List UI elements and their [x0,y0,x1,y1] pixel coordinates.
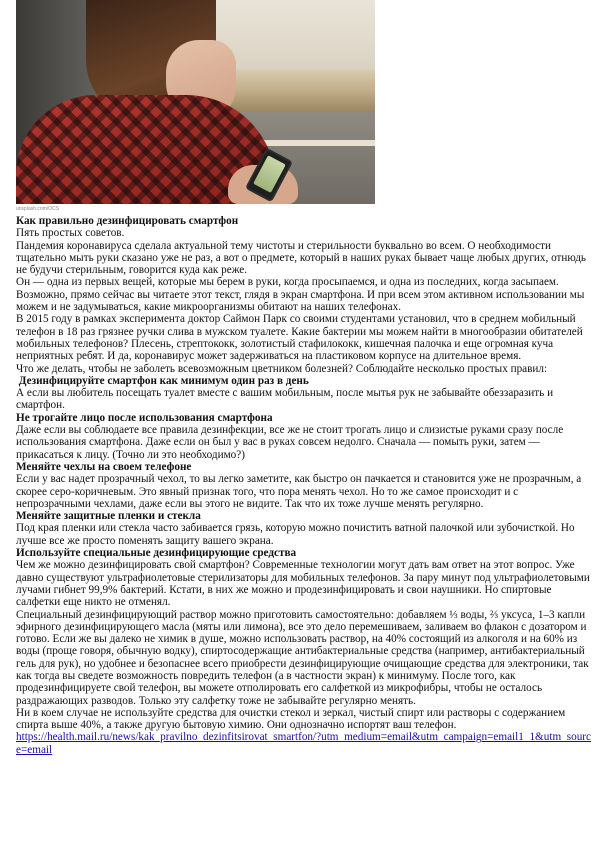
section-heading: Меняйте чехлы на своем телефоне [16,460,192,473]
article-lead: Пять простых советов. [16,227,125,240]
section-paragraph: Даже если вы соблюдаете все правила дезинфекции, все же не стоит трогать лицо и слизистые руками сразу после использования смартфона. Даже если он был у вас в руках совсем недолго. Сначала — помыть руки, затем — прикасаться к лицу. (Точно ли это необходимо?) [16,424,564,461]
section-paragraph: Если у вас надет прозрачный чехол, то вы легко заметите, как быстро он пачкается и становится уже не прозрачным, а скорее серо-коричневым. Это явный признак того, что пора менять чехол. Но то же самое происходит и с непрозрачными чехлами, даже если вы этого не видите. Так что их тоже лучше менять регулярно. [16,473,582,510]
article-title: Как правильно дезинфицировать смартфон [16,215,239,227]
section-heading: Меняйте защитные пленки и стекла [16,510,201,523]
article [16,0,594,756]
photo-credit: unsplash.com/ОСS [16,206,60,212]
section-heading: Дезинфицируйте смартфон как минимум один раз в день [16,374,309,387]
section-paragraph: Специальный дезинфицирующий раствор можно приготовить самостоятельно: добавляем ⅓ воды, ⅔ уксуса, 1–3 капли эфирного дезинфицирующего масла (мяты или лимона), все это дело перемешиваем, заливаем во флакон с дозатором и готово. Если же вы далеко не химик в душе, можно использовать раствор, на 40% состоящий из алкоголя и на 60% из воды (проще говоря, обычную водку), спиртосодержащие антибактериальные средства (например, антибактериальный гель для рук), но удобнее и безопаснее всего приобрести дезинфицирующие очищающие средства для электроники, так как тогда вы сведете возможность повредить телефон (а в частности экран) к минимуму. После того, как продезинфицируете свой телефон, вы можете отполировать его салфеткой из микрофибры, чтобы не осталось раздражающих разводов. Только эту салфетку тоже не забывайте регулярно менять. [16,608,589,707]
section-paragraph: Под края пленки или стекла часто забивается грязь, которую можно почистить ватной палочкой или зубочисткой. Но лучше все же просто поменять защиту вашего экрана. [16,522,575,547]
source-link[interactable]: https://health.mail.ru/news/kak_pravilno_dezinfitsirovat_smartfon/?utm_medium=email&utm_campaign=email1_1&utm_source=email [16,731,591,756]
article-paragraph: Что же делать, чтобы не заболеть всевозможным цветником болезней? Соблюдайте несколько простых правил: [16,362,548,375]
article-paragraph: Он — одна из первых вещей, которые мы берем в руки, когда просыпаемся, и одна из последних, когда засыпаем. Возможно, прямо сейчас вы читаете этот текст, глядя в экран смартфона. И при всем этом активном использовании мы можем и не задумываться, какие микроорганизмы обитают на наших телефонах. [16,276,585,314]
section-heading: Не трогайте лицо после использования смартфона [16,411,273,424]
article-paragraph: В 2015 году в рамках эксперимента доктор Саймон Парк со своими студентами установил, что в среднем мобильный телефон в 18 раз грязнее ручки слива в мужском туалете. Какие бактерии мы можем найти в многообразии обитателей мобильных телефонов? Плесень, стрептококк, золотистый стафилококк, кишечная палочка и еще огромная куча неприятных ребят. И да, коронавирус может задерживаться на пластиковом корпусе на длительное время. [16,313,583,363]
section-paragraph: Чем же можно дезинфицировать свой смартфон? Современные технологии могут дать вам ответ на этот вопрос. Уже давно существуют ультрафиолетовые стерилизаторы для мобильных телефонов. За пару минут под ультрафиолетовыми лучами гибнет 99,9% бактерий. Кстати, в них же можно и продезинфицировать и свои наушники. Но спиртовые салфетки еще никто не отменял. [16,559,590,609]
section-heading: Используйте специальные дезинфицирующие средства [16,547,297,560]
section-paragraph: А если вы любитель посещать туалет вместе с вашим мобильным, после мытья рук не забывайте обеззаразить и смартфон. [16,387,554,412]
article-photo [16,0,375,204]
section-paragraph: Ни в коем случае не используйте средства для очистки стекол и зеркал, чистый спирт или растворы с содержанием спирта выше 40%, а также другую бытовую химию. Они однозначно испортят ваш телефон. [16,706,566,732]
article-paragraph: Пандемия коронавируса сделала актуальной тему чистоты и стерильности буквально во всем. О необходимости тщательно мыть руки сказано уже не раз, а вот о предмете, который в наших руках бывает чаще любых других, отнюдь не будучи стерильным, говорится куда как реже. [16,239,586,277]
